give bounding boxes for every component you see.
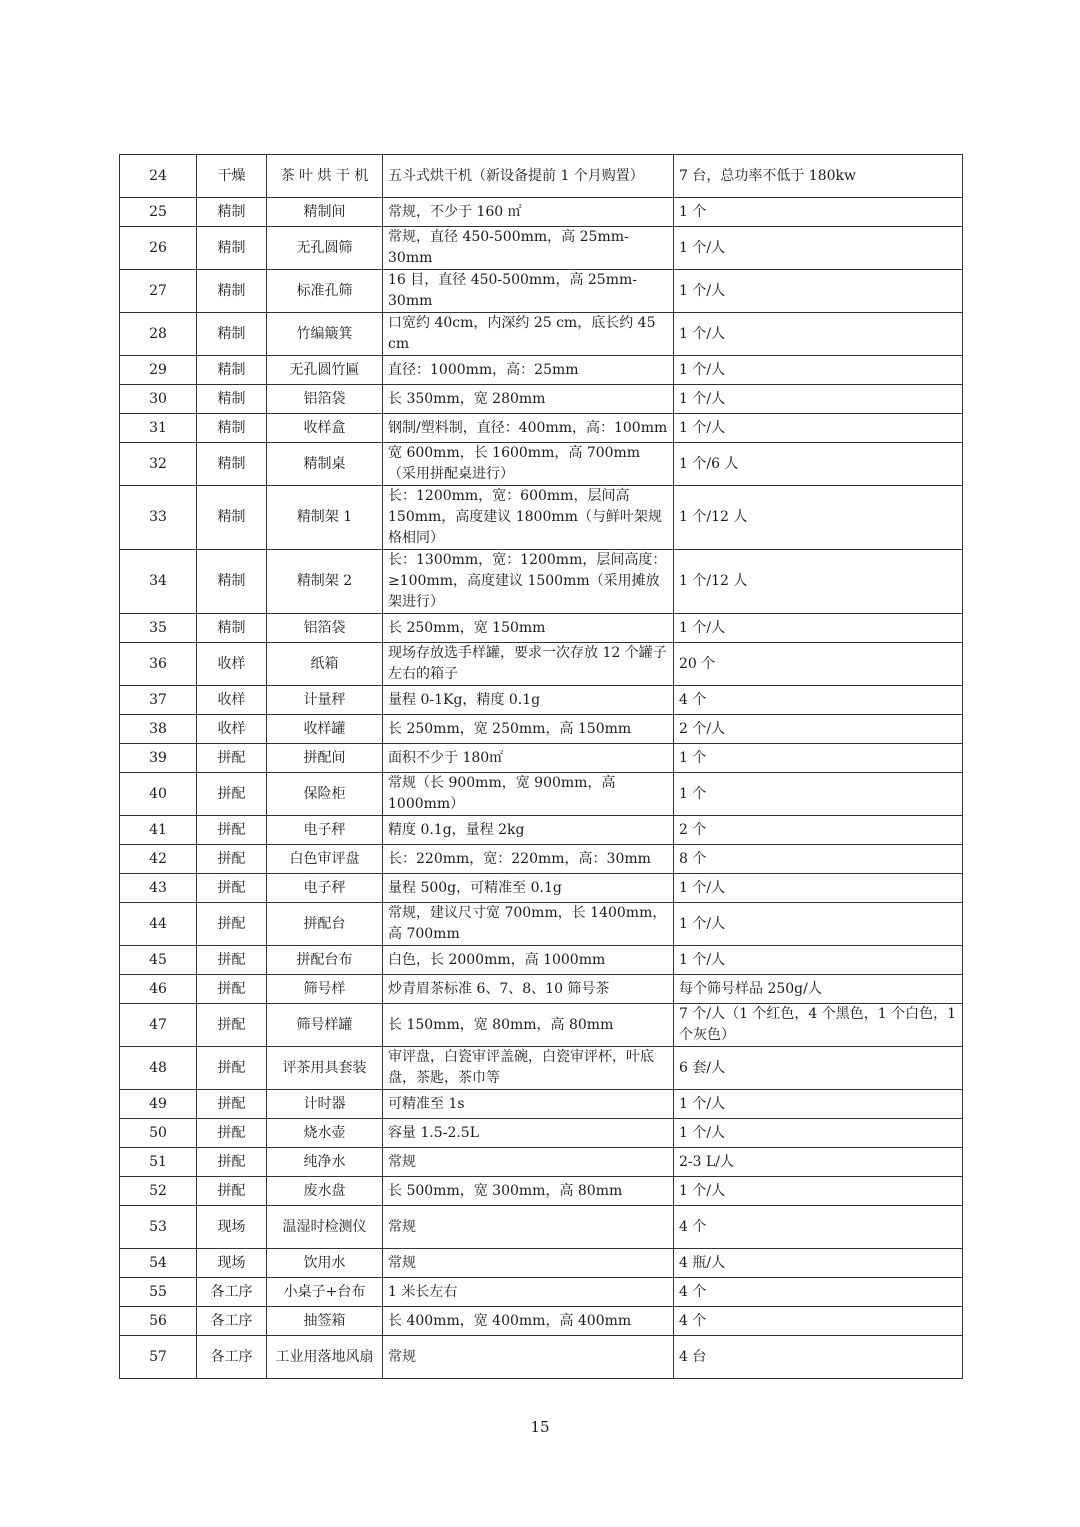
row-quantity: 1 个/人 (674, 1119, 963, 1148)
row-stage: 精制 (197, 486, 267, 550)
row-number: 25 (120, 198, 197, 227)
row-number: 31 (120, 414, 197, 443)
row-specification: 长 250mm，宽 250mm，高 150mm (383, 715, 674, 744)
row-stage: 拼配 (197, 874, 267, 903)
row-number: 30 (120, 385, 197, 414)
row-item-name: 精制架 1 (267, 486, 383, 550)
table-row (120, 1047, 963, 1090)
row-number: 56 (120, 1307, 197, 1336)
row-specification: 常规 (383, 1249, 674, 1278)
row-quantity: 每个筛号样品 250g/人 (674, 975, 963, 1004)
row-quantity: 1 个/人 (674, 414, 963, 443)
row-number: 52 (120, 1177, 197, 1206)
table-row (120, 1307, 963, 1336)
table-row (120, 486, 963, 550)
row-stage: 各工序 (197, 1278, 267, 1307)
row-item-name: 收样罐 (267, 715, 383, 744)
row-stage: 现场 (197, 1249, 267, 1278)
row-specification: 精度 0.1g，量程 2kg (383, 816, 674, 845)
table-row (120, 227, 963, 270)
row-stage: 拼配 (197, 1090, 267, 1119)
row-number: 36 (120, 643, 197, 686)
row-item-name: 烧水壶 (267, 1119, 383, 1148)
table-row (120, 270, 963, 313)
table-row (120, 845, 963, 874)
row-number: 57 (120, 1336, 197, 1379)
table-row (120, 1336, 963, 1379)
row-stage: 拼配 (197, 1047, 267, 1090)
row-stage: 精制 (197, 356, 267, 385)
row-number: 32 (120, 443, 197, 486)
row-quantity: 1 个 (674, 744, 963, 773)
row-item-name: 电子秤 (267, 816, 383, 845)
table-row (120, 874, 963, 903)
equipment-table (119, 154, 963, 1379)
row-stage: 精制 (197, 270, 267, 313)
table-row (120, 155, 963, 198)
row-number: 46 (120, 975, 197, 1004)
table-row (120, 550, 963, 614)
table-row (120, 715, 963, 744)
row-specification: 常规，建议尺寸宽 700mm，长 1400mm，高 700mm (383, 903, 674, 946)
row-number: 44 (120, 903, 197, 946)
row-number: 27 (120, 270, 197, 313)
row-specification: 审评盘，白瓷审评盖碗，白瓷审评杯，叶底盘，茶匙，茶巾等 (383, 1047, 674, 1090)
row-stage: 精制 (197, 198, 267, 227)
table-row (120, 1148, 963, 1177)
row-number: 51 (120, 1148, 197, 1177)
table-row (120, 1249, 963, 1278)
row-number: 40 (120, 773, 197, 816)
row-stage: 拼配 (197, 946, 267, 975)
row-quantity: 1 个/人 (674, 903, 963, 946)
row-stage: 收样 (197, 715, 267, 744)
row-quantity: 2 个 (674, 816, 963, 845)
row-item-name: 评茶用具套装 (267, 1047, 383, 1090)
row-specification: 长：1300mm，宽：1200mm，层间高度：≥100mm，高度建议 1500mm（采用摊放架进行） (383, 550, 674, 614)
row-specification: 长 250mm，宽 150mm (383, 614, 674, 643)
row-item-name: 无孔圆竹匾 (267, 356, 383, 385)
row-number: 38 (120, 715, 197, 744)
row-stage: 精制 (197, 227, 267, 270)
row-number: 29 (120, 356, 197, 385)
table-row (120, 903, 963, 946)
row-quantity: 4 瓶/人 (674, 1249, 963, 1278)
table-row (120, 1090, 963, 1119)
table-row (120, 686, 963, 715)
row-specification: 白色，长 2000mm，高 1000mm (383, 946, 674, 975)
row-quantity: 1 个/12 人 (674, 486, 963, 550)
row-number: 42 (120, 845, 197, 874)
row-item-name: 纸箱 (267, 643, 383, 686)
row-stage: 拼配 (197, 903, 267, 946)
row-quantity: 8 个 (674, 845, 963, 874)
row-quantity: 4 台 (674, 1336, 963, 1379)
row-specification: 长：1200mm，宽：600mm，层间高 150mm，高度建议 1800mm（与鲜叶架规格相同） (383, 486, 674, 550)
row-number: 54 (120, 1249, 197, 1278)
row-item-name: 计量秤 (267, 686, 383, 715)
row-item-name: 抽签箱 (267, 1307, 383, 1336)
row-quantity: 7 个/人（1 个红色，4 个黑色，1 个白色，1 个灰色） (674, 1004, 963, 1047)
row-item-name: 保险柜 (267, 773, 383, 816)
table-row (120, 744, 963, 773)
row-number: 33 (120, 486, 197, 550)
row-specification: 口宽约 40cm，内深约 25 cm，底长约 45 cm (383, 313, 674, 356)
table-row (120, 643, 963, 686)
table-row (120, 1177, 963, 1206)
row-stage: 现场 (197, 1206, 267, 1249)
equipment-table-body (120, 155, 963, 1379)
row-specification: 钢制/塑料制，直径：400mm，高：100mm (383, 414, 674, 443)
table-row (120, 773, 963, 816)
row-stage: 精制 (197, 550, 267, 614)
table-row (120, 1119, 963, 1148)
row-quantity: 1 个/人 (674, 1177, 963, 1206)
row-number: 45 (120, 946, 197, 975)
row-item-name: 铝箔袋 (267, 385, 383, 414)
row-item-name: 精制架 2 (267, 550, 383, 614)
row-stage: 拼配 (197, 1119, 267, 1148)
row-quantity: 1 个/人 (674, 385, 963, 414)
row-item-name: 筛号样 (267, 975, 383, 1004)
row-specification: 16 目，直径 450-500mm，高 25mm-30mm (383, 270, 674, 313)
row-quantity: 2 个/人 (674, 715, 963, 744)
row-quantity: 4 个 (674, 1307, 963, 1336)
row-item-name: 温湿时检测仪 (267, 1206, 383, 1249)
row-item-name: 工业用落地风扇 (267, 1336, 383, 1379)
row-number: 49 (120, 1090, 197, 1119)
row-specification: 常规 (383, 1336, 674, 1379)
row-item-name: 竹编簸箕 (267, 313, 383, 356)
row-item-name: 茶 叶 烘 干 机 (267, 155, 383, 198)
table-row (120, 414, 963, 443)
row-item-name: 纯净水 (267, 1148, 383, 1177)
row-item-name: 铝箔袋 (267, 614, 383, 643)
row-number: 26 (120, 227, 197, 270)
row-item-name: 筛号样罐 (267, 1004, 383, 1047)
row-specification: 宽 600mm，长 1600mm，高 700mm（采用拼配桌进行） (383, 443, 674, 486)
row-specification: 现场存放选手样罐，要求一次存放 12 个罐子左右的箱子 (383, 643, 674, 686)
row-quantity: 1 个 (674, 198, 963, 227)
row-quantity: 4 个 (674, 1278, 963, 1307)
row-number: 28 (120, 313, 197, 356)
row-quantity: 20 个 (674, 643, 963, 686)
row-item-name: 精制桌 (267, 443, 383, 486)
row-stage: 精制 (197, 385, 267, 414)
table-row (120, 1206, 963, 1249)
table-row (120, 1278, 963, 1307)
row-number: 43 (120, 874, 197, 903)
row-quantity: 1 个/人 (674, 946, 963, 975)
table-row (120, 356, 963, 385)
row-stage: 各工序 (197, 1307, 267, 1336)
row-stage: 拼配 (197, 1148, 267, 1177)
page-number: 15 (530, 1418, 550, 1436)
row-number: 37 (120, 686, 197, 715)
row-specification: 直径：1000mm，高：25mm (383, 356, 674, 385)
row-stage: 收样 (197, 686, 267, 715)
row-quantity: 4 个 (674, 686, 963, 715)
row-quantity: 1 个/6 人 (674, 443, 963, 486)
row-quantity: 1 个/人 (674, 614, 963, 643)
row-item-name: 小桌子+台布 (267, 1278, 383, 1307)
row-specification: 常规 (383, 1148, 674, 1177)
row-number: 41 (120, 816, 197, 845)
row-item-name: 白色审评盘 (267, 845, 383, 874)
row-item-name: 废水盘 (267, 1177, 383, 1206)
row-specification: 五斗式烘干机（新设备提前 1 个月购置） (383, 155, 674, 198)
row-quantity: 1 个/人 (674, 1090, 963, 1119)
row-stage: 拼配 (197, 975, 267, 1004)
row-specification: 长：220mm，宽：220mm，高：30mm (383, 845, 674, 874)
row-quantity: 1 个/人 (674, 270, 963, 313)
row-item-name: 饮用水 (267, 1249, 383, 1278)
row-item-name: 拼配台布 (267, 946, 383, 975)
row-stage: 拼配 (197, 744, 267, 773)
row-stage: 精制 (197, 614, 267, 643)
row-number: 55 (120, 1278, 197, 1307)
row-quantity: 4 个 (674, 1206, 963, 1249)
row-item-name: 计时器 (267, 1090, 383, 1119)
row-item-name: 电子秤 (267, 874, 383, 903)
row-number: 24 (120, 155, 197, 198)
table-row (120, 313, 963, 356)
table-row (120, 443, 963, 486)
table-row (120, 816, 963, 845)
row-stage: 拼配 (197, 1004, 267, 1047)
row-specification: 1 米长左右 (383, 1278, 674, 1307)
row-number: 35 (120, 614, 197, 643)
table-row (120, 975, 963, 1004)
row-item-name: 拼配台 (267, 903, 383, 946)
table-row (120, 614, 963, 643)
row-number: 47 (120, 1004, 197, 1047)
row-number: 50 (120, 1119, 197, 1148)
row-specification: 常规 (383, 1206, 674, 1249)
row-specification: 长 400mm，宽 400mm，高 400mm (383, 1307, 674, 1336)
row-specification: 常规，不少于 160 ㎡ (383, 198, 674, 227)
row-specification: 量程 500g，可精准至 0.1g (383, 874, 674, 903)
row-quantity: 1 个/人 (674, 313, 963, 356)
row-item-name: 标准孔筛 (267, 270, 383, 313)
row-stage: 精制 (197, 313, 267, 356)
table-row (120, 946, 963, 975)
table-row (120, 198, 963, 227)
row-specification: 常规（长 900mm，宽 900mm，高 1000mm） (383, 773, 674, 816)
row-stage: 干燥 (197, 155, 267, 198)
row-quantity: 1 个/人 (674, 874, 963, 903)
row-quantity: 1 个/12 人 (674, 550, 963, 614)
row-item-name: 收样盒 (267, 414, 383, 443)
row-stage: 拼配 (197, 816, 267, 845)
row-specification: 炒青眉茶标准 6、7、8、10 筛号茶 (383, 975, 674, 1004)
row-number: 48 (120, 1047, 197, 1090)
table-row (120, 1004, 963, 1047)
row-stage: 收样 (197, 643, 267, 686)
table-row (120, 385, 963, 414)
row-specification: 常规，直径 450-500mm，高 25mm-30mm (383, 227, 674, 270)
row-number: 39 (120, 744, 197, 773)
row-specification: 容量 1.5-2.5L (383, 1119, 674, 1148)
row-specification: 可精准至 1s (383, 1090, 674, 1119)
row-quantity: 1 个/人 (674, 227, 963, 270)
row-stage: 各工序 (197, 1336, 267, 1379)
row-item-name: 精制间 (267, 198, 383, 227)
row-quantity: 7 台，总功率不低于 180kw (674, 155, 963, 198)
row-item-name: 拼配间 (267, 744, 383, 773)
row-stage: 拼配 (197, 773, 267, 816)
row-quantity: 2-3 L/人 (674, 1148, 963, 1177)
row-specification: 面积不少于 180㎡ (383, 744, 674, 773)
row-stage: 精制 (197, 443, 267, 486)
row-stage: 精制 (197, 414, 267, 443)
row-stage: 拼配 (197, 1177, 267, 1206)
row-specification: 长 500mm，宽 300mm，高 80mm (383, 1177, 674, 1206)
row-stage: 拼配 (197, 845, 267, 874)
row-quantity: 1 个/人 (674, 356, 963, 385)
row-number: 34 (120, 550, 197, 614)
row-item-name: 无孔圆筛 (267, 227, 383, 270)
row-specification: 长 350mm，宽 280mm (383, 385, 674, 414)
row-specification: 长 150mm，宽 80mm，高 80mm (383, 1004, 674, 1047)
row-specification: 量程 0-1Kg，精度 0.1g (383, 686, 674, 715)
row-quantity: 6 套/人 (674, 1047, 963, 1090)
row-number: 53 (120, 1206, 197, 1249)
row-quantity: 1 个 (674, 773, 963, 816)
